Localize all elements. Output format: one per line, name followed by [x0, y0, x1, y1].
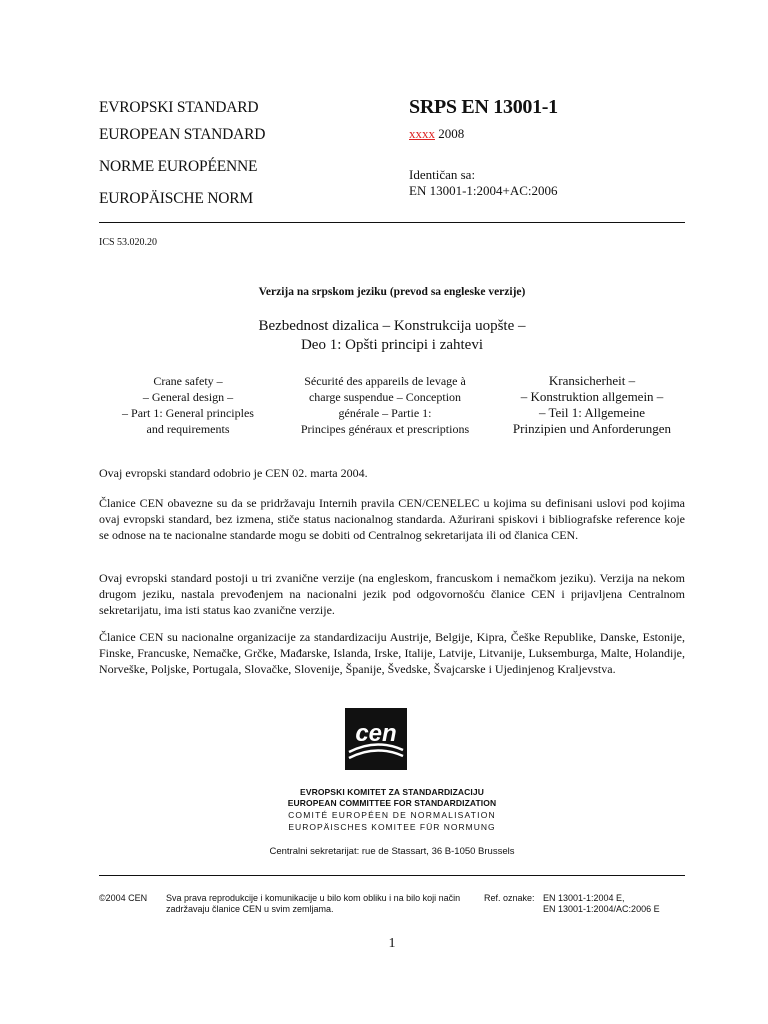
rights-line: zadržavaju članice CEN u svim zemljama. [166, 904, 334, 914]
page-number: 1 [388, 936, 396, 951]
title-serbian-line-2: Deo 1: Opšti principi i zahtevi [300, 337, 484, 353]
org-name-german: EUROPÄISCHES KOMITEE FÜR NORMUNG [288, 822, 496, 832]
title-german [492, 373, 692, 437]
standard-number: SRPS EN 13001-1 [409, 96, 558, 118]
title-french-line: générale – Partie 1: [338, 406, 432, 420]
paragraph-members: Članice CEN su nacionalne organizacije za standardizaciju Austrije, Belgije, Kipra, Češke Republike, Danske, Estonije, Finske, Francuske, Nemačke, Grčke, Mađarske, Islanda, Irske, Italije, Latvije, Litvanije, Luksemburga, Malte, Holandije, Norveške, Poljske, Portugala, Slovačke, Slovenije, Španije, Švedske, Švajcarske i Ujedinjenog Kraljevstva. [99, 630, 685, 676]
title-german-line: Prinzipien und Anforderungen [512, 421, 672, 436]
title-french-line: charge suspendue – Conception [308, 390, 462, 404]
copyright: ©2004 CEN [99, 893, 148, 903]
rights-line: Sva prava reprodukcije i komunikacije u bilo kom obliku i na bilo koji način [166, 893, 461, 903]
header-evropski-standard: EVROPSKI STANDARD [99, 99, 259, 116]
header-european-standard: EUROPEAN STANDARD [99, 126, 266, 143]
org-name-french: COMITÉ EUROPÉEN DE NORMALISATION [288, 810, 496, 820]
reference-line: EN 13001-1:2004 E, [543, 893, 625, 903]
title-english-line: – General design – [142, 390, 234, 404]
org-name-english: EUROPEAN COMMITTEE FOR STANDARDIZATION [287, 798, 497, 808]
reference-label: Ref. oznake: [484, 893, 535, 903]
central-secretariat: Centralni sekretarijat: rue de Stassart, 36 B-1050 Brussels [269, 846, 515, 857]
header-divider [99, 222, 685, 223]
title-english-line: – Part 1: General principles [122, 406, 254, 420]
header-europaische-norm: EUROPÄISCHE NORM [99, 190, 253, 207]
header-norme-europeenne: NORME EUROPÉENNE [99, 158, 258, 175]
footer-divider [99, 875, 685, 876]
paragraph-obligations: Članice CEN obavezne su da se pridržavaju Internih pravila CEN/CENELEC u kojima su definisani uslovi pod kojima ovaj evropski standard, bez izmena, stiče status nacionalnog standarda. Ažurirani spiskovi i bibliografske reference koje se odnose na te nacionalne standarde mogu se dobiti od Centralnog sekretarijata ili od članica CEN. [99, 496, 685, 542]
reference-line: EN 13001-1:2004/AC:2006 E [543, 904, 660, 914]
ics-code: ICS 53.020.20 [99, 237, 158, 248]
title-serbian-line-1: Bezbednost dizalica – Konstrukcija uopšte – [258, 318, 526, 334]
paragraph-official-versions: Ovaj evropski standard postoji u tri zvanične verzije (na engleskom, francuskom i nemačkom jeziku). Verzija na nekom drugom jeziku, nastala prevođenjem na nacionalni jezik pod odgovornošću članice CEN i prijavljena Centralnom sekretarijatu, ima isti status kao zvanične verzije. [99, 571, 685, 617]
title-french-line: Principes généraux et prescriptions [300, 422, 470, 436]
year-value: 2008 [435, 126, 465, 141]
cen-logo-text: cen [355, 720, 397, 747]
title-english-line: and requirements [146, 422, 230, 436]
rights-notice [166, 893, 481, 915]
version-note: Verzija na srpskom jeziku (prevod sa engleske verzije) [258, 286, 526, 298]
title-german-line: Kransicherheit – [548, 373, 636, 388]
title-english-line: Crane safety – [153, 374, 223, 388]
title-german-line: – Konstruktion allgemein – [520, 389, 664, 404]
title-german-line: – Teil 1: Allgemeine [538, 405, 646, 420]
year-placeholder: xxxx [409, 126, 435, 141]
paragraph-approval: Ovaj evropski standard odobrio je CEN 02. marta 2004. [99, 466, 368, 480]
identical-label: Identičan sa: [409, 167, 476, 182]
title-french [283, 373, 487, 437]
title-french-line: Sécurité des appareils de levage à [304, 374, 466, 388]
title-english [112, 373, 264, 437]
publication-year [409, 126, 464, 142]
identical-value: EN 13001-1:2004+AC:2006 [409, 183, 558, 198]
org-name-serbian: EVROPSKI KOMITET ZA STANDARDIZACIJU [300, 787, 484, 797]
reference-values [543, 893, 660, 915]
cen-logo-icon [345, 708, 407, 770]
cen-logo [345, 708, 407, 770]
